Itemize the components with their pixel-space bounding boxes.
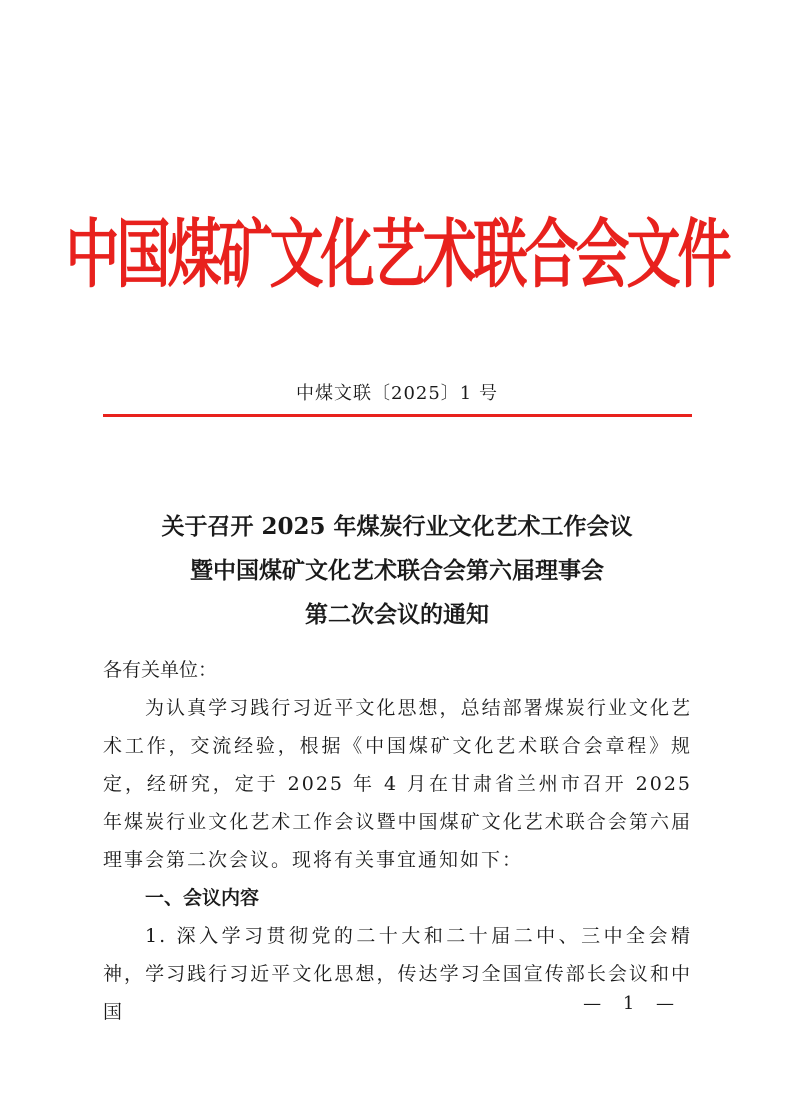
intro-paragraph: 为认真学习践行习近平文化思想，总结部署煤炭行业文化艺术工作，交流经验，根据《中国煤矿文化艺术联合会章程》规定，经研究，定于 2025 年 4 月在甘肃省兰州市召开 2025 年煤炭行业文化艺术工作会议暨中国煤矿文化艺术联合会第六届理事会第二次会议。现将有关事宜通知如下： bbox=[103, 697, 692, 871]
content-item-1: 1. 深入学习贯彻党的二十大和二十届二中、三中全会精神，学习践行习近平文化思想，传达学习全国宣传部长会议和中国 bbox=[103, 925, 692, 1023]
title-line-2: 暨中国煤矿文化艺术联合会第六届理事会 bbox=[190, 557, 604, 584]
document-title bbox=[0, 505, 794, 637]
issuer-title: 中国煤矿文化艺术联合会文件 bbox=[65, 211, 729, 298]
red-divider-line bbox=[103, 414, 692, 417]
page-number-footer bbox=[0, 990, 794, 1018]
title-line-3: 第二次会议的通知 bbox=[305, 601, 489, 628]
salutation: 各有关单位： bbox=[103, 659, 218, 681]
title-line-1: 关于召开 2025 年煤炭行业文化艺术工作会议 bbox=[161, 513, 633, 540]
section-heading-meeting-content: 一、会议内容 bbox=[145, 887, 260, 909]
page-number: — 1 — bbox=[583, 993, 682, 1014]
document-number: 中煤文联〔2025〕1 号 bbox=[296, 383, 498, 404]
document-body bbox=[103, 651, 692, 1031]
